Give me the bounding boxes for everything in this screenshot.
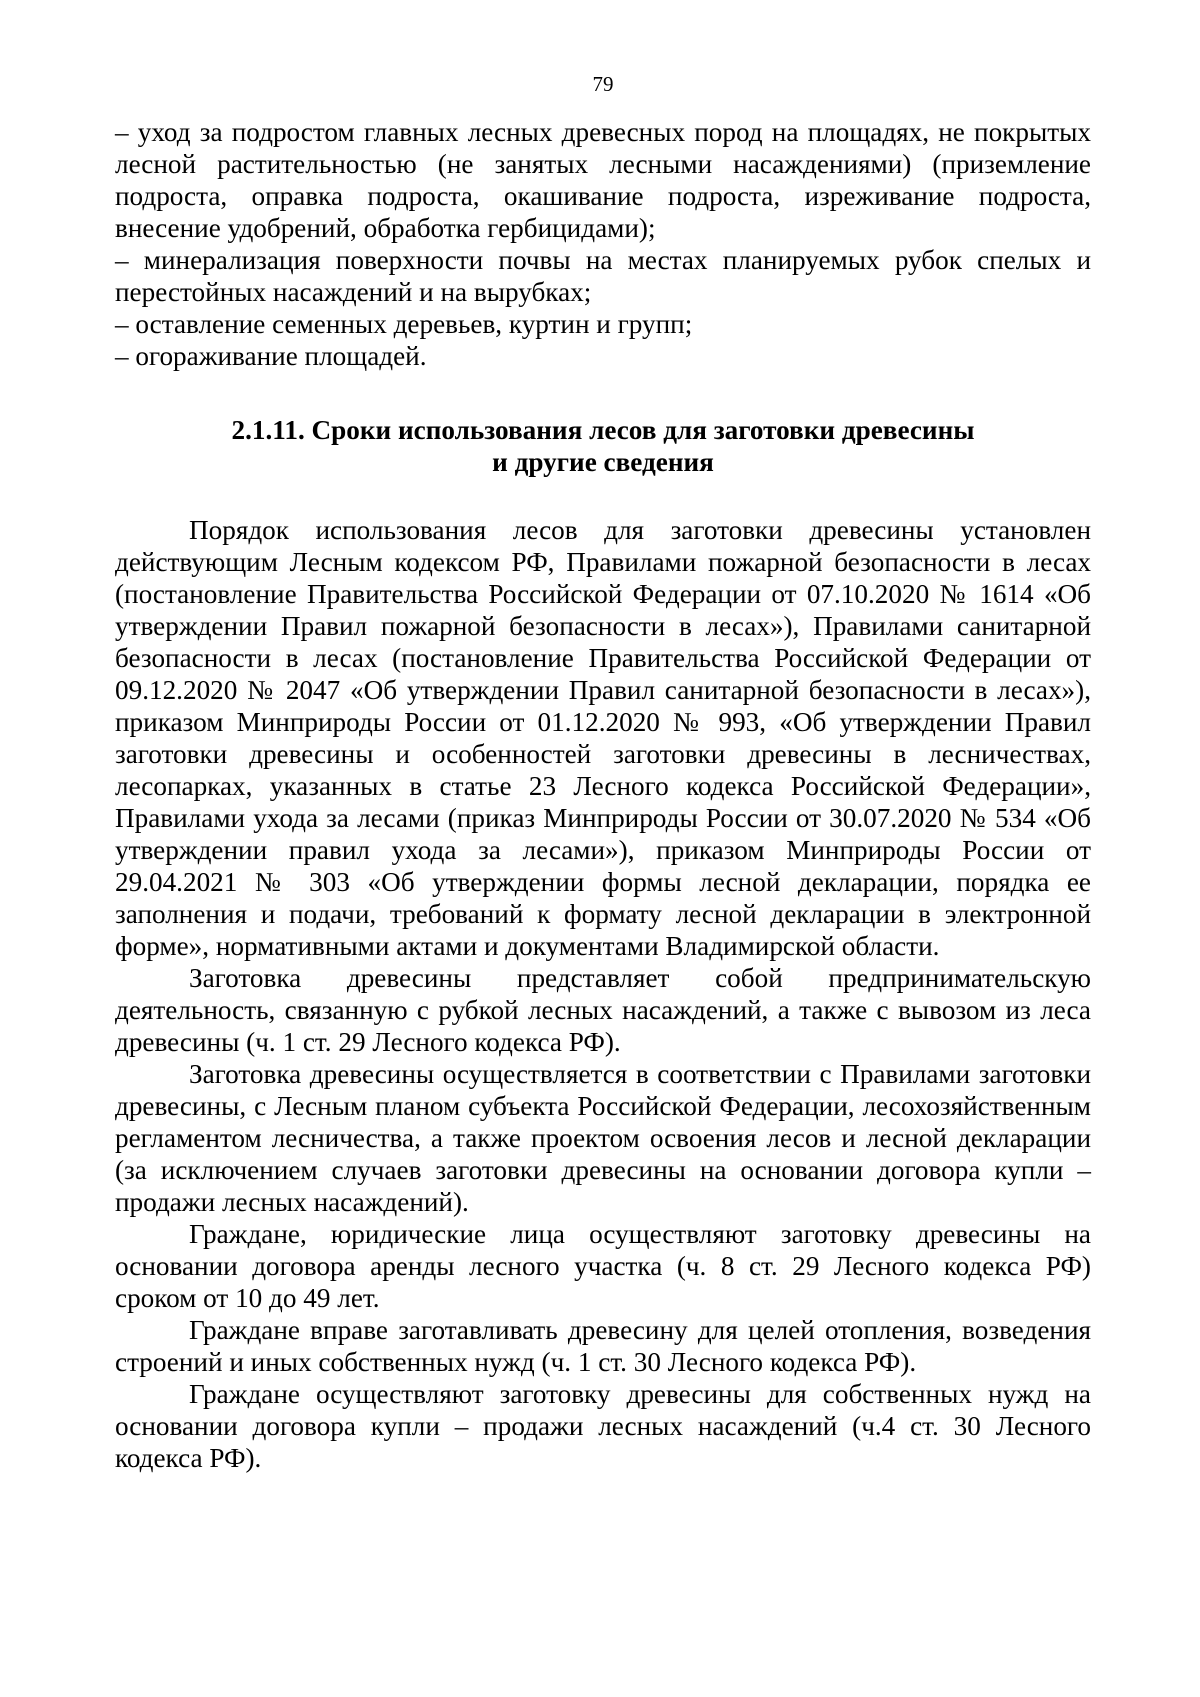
paragraph: Порядок использования лесов для заготовки древесины установлен действующим Лесным кодексом РФ, Правилами пожарной безопасности в лесах (постановление Правительства Российской Федерации от 07.10.2020 № 1614 «Об утверждении Правил пожарной безопасности в лесах»), Правилами санитарной безопасности в лесах (постановление Правительства Российской Федерации от 09.12.2020 № 2047 «Об утверждении Правил санитарной безопасности в лесах»), приказом Минприроды России от 01.12.2020 № 993, «Об утверждении Правил заготовки древесины и особенностей заготовки древесины в лесничествах, лесопарках, указанных в статье 23 Лесного кодекса Российской Федерации», Правилами ухода за лесами (приказ Минприроды России от 30.07.2020 № 534 «Об утверждении правил ухода за лесами»), приказом Минприроды России от 29.04.2021 № 303 «Об утверждении формы лесной декларации, порядка ее заполнения и подачи, требований к формату лесной декларации в электронной форме», нормативными актами и документами Владимирской области. [115,515,1091,961]
list-item: – огораживание площадей. [115,341,427,371]
section-heading-line-2: и другие сведения [492,447,714,477]
paragraph: Граждане вправе заготавливать древесину для целей отопления, возведения строений и иных собственных нужд (ч. 1 ст. 30 Лесного кодекса РФ). [115,1315,1091,1377]
paragraph: Заготовка древесины представляет собой предпринимательскую деятельность, связанную с рубкой лесных насаждений, а также с вывозом из леса древесины (ч. 1 ст. 29 Лесного кодекса РФ). [115,963,1091,1057]
list-item: – уход за подростом главных лесных древесных пород на площадях, не покрытых лесной растительностью (не занятых лесными насаждениями) (приземление подроста, оправка подроста, окашивание подроста, изреживание подроста, внесение удобрений, обработка гербицидами); [115,117,1091,243]
section-heading-line-1: 2.1.11. Сроки использования лесов для заготовки древесины [231,415,975,445]
list-item: – минерализация поверхности почвы на местах планируемых рубок спелых и перестойных насаждений и на вырубках; [115,245,1091,307]
paragraph: Заготовка древесины осуществляется в соответствии с Правилами заготовки древесины, с Лесным планом субъекта Российской Федерации, лесохозяйственным регламентом лесничества, а также проектом освоения лесов и лесной декларации (за исключением случаев заготовки древесины на основании договора купли – продажи лесных насаждений). [115,1059,1091,1217]
document-body [115,116,1091,1474]
list-item: – оставление семенных деревьев, куртин и групп; [115,309,693,339]
page-number: 79 [592,72,614,96]
section-heading [115,414,1091,478]
paragraph: Граждане, юридические лица осуществляют заготовку древесины на основании договора аренды лесного участка (ч. 8 ст. 29 Лесного кодекса РФ) сроком от 10 до 49 лет. [115,1219,1091,1313]
paragraph: Граждане осуществляют заготовку древесины для собственных нужд на основании договора купли – продажи лесных насаждений (ч.4 ст. 30 Лесного кодекса РФ). [115,1379,1091,1473]
